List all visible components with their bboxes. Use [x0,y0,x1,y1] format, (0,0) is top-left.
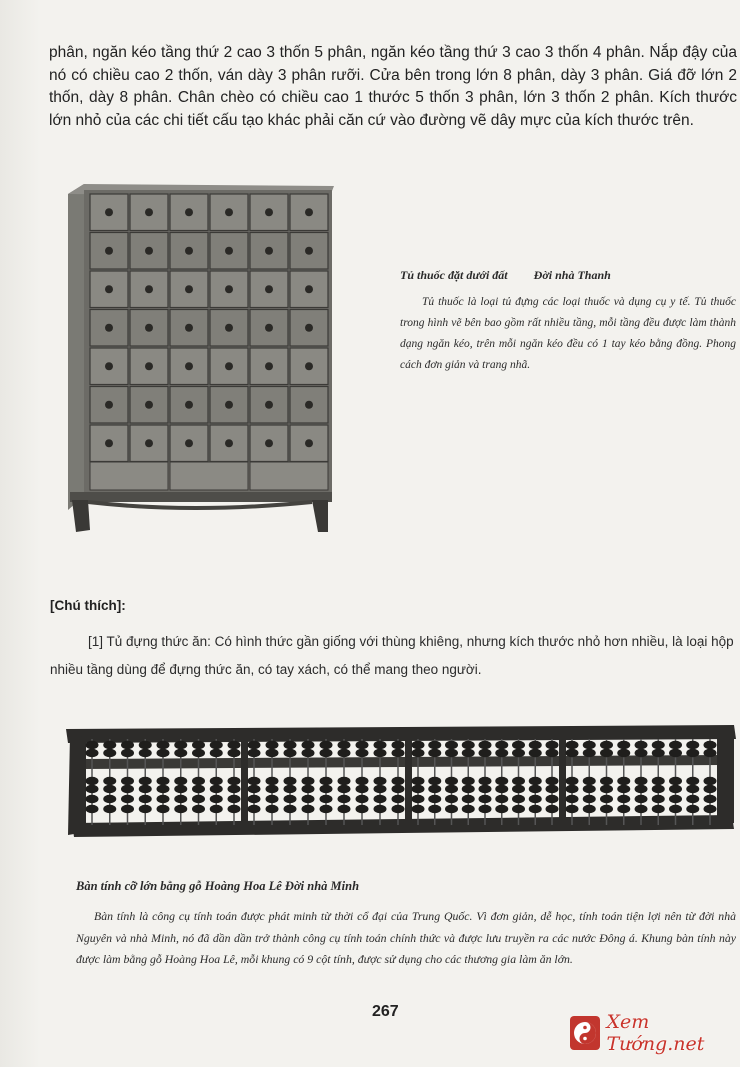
abacus-bead [583,741,596,749]
abacus-bead [704,777,717,785]
abacus-bead [412,741,425,749]
abacus-bead [652,795,665,803]
abacus-bead [566,795,579,803]
drawer-knob [105,285,113,293]
abacus-bead [284,749,297,757]
abacus-bead [192,785,205,793]
abacus-bead [392,795,405,803]
abacus-bead [139,741,152,749]
abacus-bead [302,795,315,803]
abacus-bead [546,805,559,813]
cabinet-bottom-drawer [250,462,328,490]
abacus-bead [266,777,279,785]
abacus-bead [103,777,116,785]
abacus-bead [121,749,134,757]
drawer-knob [305,247,313,255]
drawer-knob [305,285,313,293]
abacus-bead [248,749,261,757]
abacus-bead [157,785,170,793]
abacus-bead [103,741,116,749]
abacus-bead [617,805,630,813]
abacus-bead [121,741,134,749]
drawer-knob [145,439,153,447]
abacus-bead [392,777,405,785]
abacus-bead [512,749,525,757]
abacus-bead [174,805,187,813]
abacus-bead [652,805,665,813]
abacus-bead [338,795,351,803]
abacus-bead [600,741,613,749]
abacus-bead [479,785,492,793]
abacus-illustration [62,715,738,855]
abacus-bead [210,805,223,813]
abacus-bead [704,795,717,803]
abacus-bead [495,749,508,757]
abacus-bead [445,749,458,757]
abacus-bead [284,785,297,793]
drawer-knob [305,324,313,332]
abacus-bead [686,805,699,813]
abacus-bead [512,777,525,785]
drawer-knob [105,208,113,216]
abacus-bead [374,785,387,793]
abacus-bead [192,741,205,749]
abacus-bead [157,795,170,803]
drawer-knob [225,208,233,216]
abacus-bead [428,741,441,749]
abacus-bead [546,777,559,785]
abacus-bead [284,777,297,785]
abacus-bead [583,777,596,785]
abacus-divider [241,737,248,827]
abacus-bead [583,805,596,813]
abacus-bead [86,785,99,793]
abacus-bead [210,795,223,803]
drawer-knob [105,324,113,332]
drawer-knob [265,208,273,216]
abacus-bead [546,795,559,803]
abacus-bead [356,805,369,813]
abacus-bead [686,785,699,793]
abacus-caption-title: Bàn tính cỡ lớn bằng gỗ Hoàng Hoa Lê Đời nhà Minh [76,879,360,893]
abacus-bead [248,777,261,785]
abacus-bead [284,805,297,813]
abacus-bead [86,749,99,757]
abacus-bead [320,805,333,813]
abacus-bead [428,805,441,813]
abacus-bead [462,795,475,803]
abacus-divider [405,737,412,827]
abacus-bead [512,795,525,803]
abacus-bead [428,749,441,757]
abacus-bead [635,785,648,793]
drawer-knob [225,401,233,409]
abacus-bead [248,795,261,803]
drawer-knob [265,439,273,447]
drawer-knob [265,285,273,293]
abacus-bead [248,741,261,749]
intro-paragraph: phân, ngăn kéo tầng thứ 2 cao 3 thốn 5 phân, ngăn kéo tầng thứ 3 cao 3 thốn 4 phân. Nắp đậy của nó có chiều cao 2 thốn, ván dày 3 phân rưỡi. Cửa bên trong lớn 8 phân, dày 3 phân. Giá đỡ lớn 2 thốn, dày 8 phân. Chân chèo có chiều cao 1 thước 5 thốn 3 phân, lớn 3 thốn 2 phân. Kích thước lớn nhỏ của các chi tiết cấu tạo khác phải căn cứ vào đường vẽ dây mực của kích thước trên. [49,44,737,129]
abacus-bead [374,741,387,749]
abacus-divider [79,737,86,827]
abacus-bead [157,741,170,749]
abacus-bead [302,749,315,757]
abacus-bead [428,777,441,785]
abacus-bead [686,777,699,785]
abacus-bead [652,777,665,785]
abacus-bead [266,741,279,749]
abacus-bead [121,805,134,813]
abacus-bead [192,777,205,785]
abacus-bead [600,785,613,793]
abacus-bead [669,777,682,785]
abacus-bead [546,741,559,749]
abacus-bead [462,777,475,785]
abacus-bead [704,749,717,757]
abacus-bead [320,741,333,749]
drawer-knob [145,324,153,332]
abacus-bead [652,741,665,749]
medicine-cabinet-illustration [62,180,340,548]
drawer-knob [145,208,153,216]
abacus-bead [445,805,458,813]
abacus-bead [157,749,170,757]
abacus-bead [566,741,579,749]
abacus-bead [445,785,458,793]
abacus-bead [566,805,579,813]
drawer-knob [185,324,193,332]
abacus-bead [529,805,542,813]
abacus-bead [228,795,241,803]
abacus-bead [529,741,542,749]
drawer-knob [265,401,273,409]
abacus-bead [412,805,425,813]
abacus-bead [392,785,405,793]
abacus-bead [617,777,630,785]
drawer-knob [185,285,193,293]
drawer-knob [225,247,233,255]
abacus-bead [266,805,279,813]
abacus-bead [356,749,369,757]
abacus-bead [356,741,369,749]
abacus-bead [374,795,387,803]
page-gutter [0,0,40,1067]
abacus-bead [392,805,405,813]
abacus-bead [356,795,369,803]
abacus-bead [121,795,134,803]
abacus-bead [338,741,351,749]
abacus-bead [228,749,241,757]
abacus-bead [704,741,717,749]
cabinet-dynasty: Đời nhà Thanh [533,268,611,282]
abacus-bead [445,777,458,785]
abacus-caption [76,879,736,971]
abacus-bead [320,777,333,785]
abacus-bead [412,795,425,803]
abacus-bead [139,785,152,793]
abacus-bead [320,785,333,793]
abacus-bead [174,795,187,803]
abacus-bead [669,741,682,749]
abacus-bead [157,777,170,785]
abacus-bead [302,785,315,793]
page-number: 267 [372,1003,399,1020]
cabinet-title: Tủ thuốc đặt dưới đất [400,268,508,282]
abacus-bead [635,741,648,749]
site-watermark [570,1010,738,1056]
abacus-bead [495,795,508,803]
abacus-bead [635,795,648,803]
abacus-bead [302,777,315,785]
drawer-knob [145,401,153,409]
abacus-bead [157,805,170,813]
abacus-bead [704,785,717,793]
abacus-bead [600,777,613,785]
abacus-bead [210,777,223,785]
drawer-knob [145,362,153,370]
drawer-knob [105,439,113,447]
abacus-bead [103,785,116,793]
abacus-bead [669,785,682,793]
drawer-knob [265,324,273,332]
drawer-knob [265,247,273,255]
abacus-bead [479,805,492,813]
abacus-bead [192,749,205,757]
abacus-bead [228,741,241,749]
abacus-bead [583,795,596,803]
abacus-bead [284,741,297,749]
abacus-bead [462,785,475,793]
notes-heading: [Chú thích]: [50,598,126,613]
abacus-bead [479,795,492,803]
abacus-bead [374,749,387,757]
drawer-knob [105,401,113,409]
abacus-bead [412,749,425,757]
abacus-bead [248,785,261,793]
abacus-bead [266,749,279,757]
abacus-bead [566,749,579,757]
abacus-bead [529,749,542,757]
abacus-bead [600,749,613,757]
abacus-bead [529,785,542,793]
abacus-bead [392,741,405,749]
abacus-bead [174,749,187,757]
abacus-bead [617,741,630,749]
abacus-bead [139,795,152,803]
abacus-bead [635,805,648,813]
abacus-bead [462,749,475,757]
abacus-bead [617,785,630,793]
abacus-bead [192,805,205,813]
abacus-bead [228,805,241,813]
abacus-bead [652,749,665,757]
abacus-bead [248,805,261,813]
abacus-bead [228,777,241,785]
abacus-bead [210,785,223,793]
abacus-bead [228,785,241,793]
abacus-bead [356,785,369,793]
intro-text [49,42,737,132]
abacus-bead [600,805,613,813]
abacus-divider [559,737,566,827]
abacus-bead [174,741,187,749]
abacus-bead [302,741,315,749]
abacus-bead [174,785,187,793]
drawer-knob [225,285,233,293]
abacus-bead [479,741,492,749]
abacus-bead [495,741,508,749]
abacus-bead [600,795,613,803]
cabinet-caption-body: Tủ thuốc là loại tủ đựng các loại thuốc và dụng cụ y tế. Tủ thuốc trong hình vẽ bên bao gồm rất nhiều tầng, mỗi tầng đều được làm thành dạng ngăn kéo, trên mỗi ngăn kéo đều có 1 tay kéo bằng đồng. Phong cách đơn giản và trang nhã. [400,296,736,371]
abacus-bead [320,749,333,757]
cabinet-caption-title [400,265,736,286]
abacus-bead [338,749,351,757]
abacus-bead [445,795,458,803]
drawer-knob [185,401,193,409]
drawer-knob [225,439,233,447]
abacus-bead [546,785,559,793]
abacus-bead [566,785,579,793]
abacus-bead [192,795,205,803]
drawer-knob [225,362,233,370]
abacus-bead [338,777,351,785]
abacus-bead [374,777,387,785]
abacus-bead [495,785,508,793]
abacus-bead [412,777,425,785]
abacus-bead [669,805,682,813]
abacus-bead [174,777,187,785]
abacus-bead [356,777,369,785]
abacus-bead [583,749,596,757]
abacus-bead [445,741,458,749]
abacus-bead [121,785,134,793]
abacus-bead [139,805,152,813]
abacus-bead [495,805,508,813]
abacus-bead [495,777,508,785]
abacus-bead [462,741,475,749]
drawer-knob [305,439,313,447]
abacus-divider [717,737,724,827]
drawer-knob [105,247,113,255]
watermark-text: Xem Tướng.net [606,1011,705,1055]
abacus-bead [617,749,630,757]
abacus-bead [686,795,699,803]
abacus-bead [103,749,116,757]
drawer-knob [305,362,313,370]
abacus-bead [266,785,279,793]
drawer-knob [305,401,313,409]
abacus-bead [583,785,596,793]
abacus-bead [669,749,682,757]
drawer-knob [185,247,193,255]
abacus-bead [320,795,333,803]
abacus-bead [302,805,315,813]
drawer-knob [225,324,233,332]
abacus-caption-body: Bàn tính là công cụ tính toán được phát minh từ thời cổ đại của Trung Quốc. Vì đơn giản, dễ học, tính toán tiện lợi nên từ đời nhà Nguyên và nhà Minh, nó đã dần dần trở thành công cụ tính toán chính thức và được lưu truyền ra các nước Đông á. Khung bàn tính này được làm bằng gỗ Hoàng Hoa Lê, mỗi khung có 9 cột tính, được sử dụng cho các thương gia làm ăn lớn. [76,909,736,966]
abacus-bead [428,785,441,793]
abacus-bead [103,795,116,803]
abacus-bead [374,805,387,813]
abacus-bead [338,785,351,793]
drawer-knob [185,439,193,447]
abacus-bead [86,795,99,803]
abacus-bead [392,749,405,757]
drawer-knob [145,285,153,293]
abacus-bead [546,749,559,757]
abacus-bead [512,741,525,749]
drawer-knob [265,362,273,370]
abacus-bead [529,777,542,785]
abacus-bead [669,795,682,803]
abacus-bead [686,741,699,749]
abacus-bead [338,805,351,813]
drawer-knob [105,362,113,370]
abacus-bead [686,749,699,757]
abacus-bead [512,805,525,813]
abacus-bead [652,785,665,793]
yin-yang-icon [570,1016,600,1050]
drawer-knob [145,247,153,255]
abacus-bead [210,741,223,749]
cabinet-bottom-drawer [170,462,248,490]
cabinet-caption [400,265,736,376]
drawer-knob [305,208,313,216]
abacus-bead [139,749,152,757]
abacus-bead [86,741,99,749]
abacus-bead [529,795,542,803]
abacus-bead [428,795,441,803]
abacus-bead [86,805,99,813]
abacus-bead [479,777,492,785]
abacus-bead [566,777,579,785]
abacus-bead [121,777,134,785]
abacus-bead [86,777,99,785]
abacus-bead [512,785,525,793]
abacus-bead [139,777,152,785]
abacus-bead [266,795,279,803]
drawer-knob [185,208,193,216]
cabinet-bottom-drawer [90,462,168,490]
notes-body: [1] Tủ đựng thức ăn: Có hình thức gần giống với thùng khiêng, nhưng kích thước nhỏ hơn nhiều, là loại hộp nhiều tầng dùng để đựng thức ăn, có tay xách, có thể mang theo người. [50,634,734,677]
abacus-bead [284,795,297,803]
abacus-bead [479,749,492,757]
abacus-bead [617,795,630,803]
drawer-knob [185,362,193,370]
abacus-bead [412,785,425,793]
abacus-bead [103,805,116,813]
abacus-bead [635,777,648,785]
abacus-bead [462,805,475,813]
abacus-bead [704,805,717,813]
abacus-bead [210,749,223,757]
abacus-bead [635,749,648,757]
